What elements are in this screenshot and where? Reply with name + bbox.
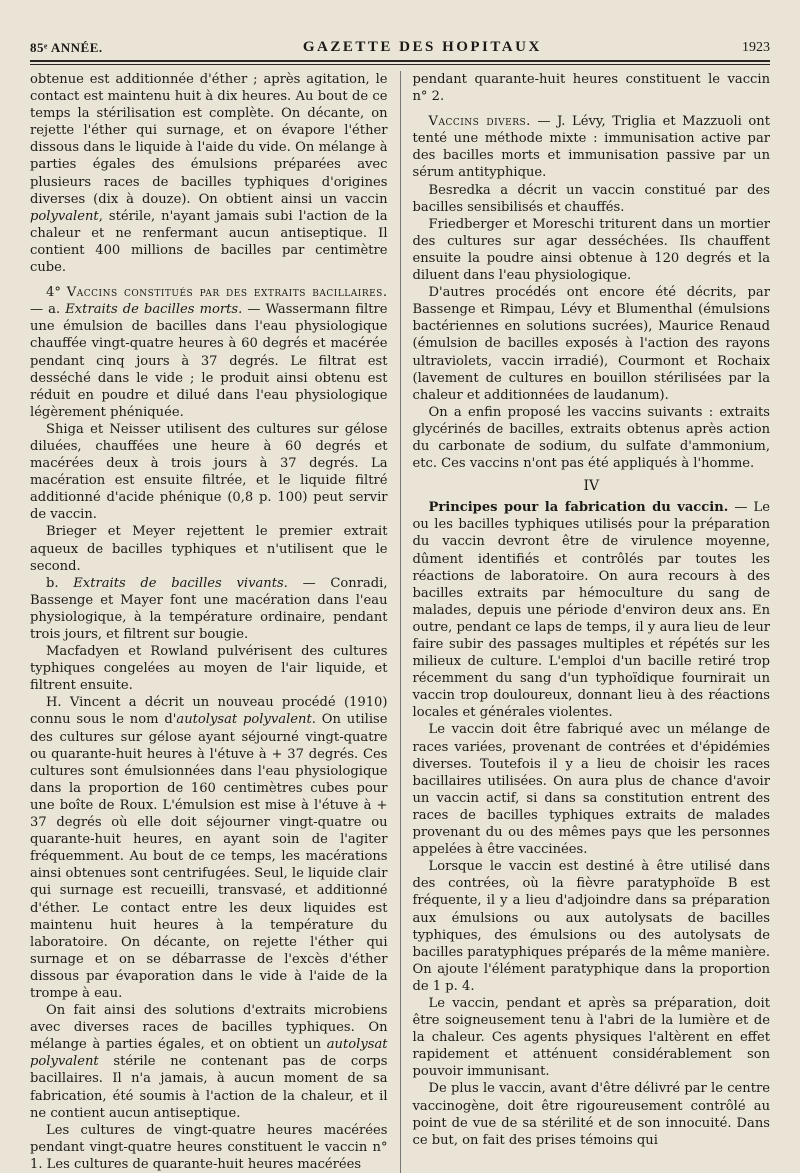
paragraph: On fait ainsi des solutions d'extraits microbiens avec diverses races de bacilles typhiques. On mélange à parties égales, et on obtient un autolysat polyvalent stérile ne contenant pas de corps bacillaires. Il n'a jamais, à aucun moment de sa fabrication, été soumis à l'action de la chaleur, et il ne contient aucun antiseptique.: [30, 1003, 388, 1121]
paragraph: Shiga et Neisser utilisent des cultures sur gélose diluées, chauffées une heure à 60 degrés et macérées deux à trois jours à 37 degrés. La macération est ensuite filtrée, et le liquide filtré additionné d'acide phénique (0,8 p. 100) peut servir de vaccin.: [30, 421, 388, 523]
paragraph: H. Vincent a décrit un nouveau procédé (1910) connu sous le nom d'autolysat polyvalent. On utilise des cultures sur gélose ayant séjourné vingt-quatre ou quarante-huit heures à l'étuve à + 37 degrés. Ces cultures sont émulsionnées dans l'eau physiologique dans la proportion de 160 centimètres cubes pour une boîte de Roux. L'émulsion est mise à l'étuve à + 37 degrés où elle doit séjourner vingt-quatre ou quarante-huit heures, en ayant soin de l'agiter fréquemment. Au bout de ce temps, les macérations ainsi obtenues sont centrifugées. Seul, le liquide clair qui surnage est recueilli, transvasé, et additionné d'éther. Le contact entre les deux liquides est maintenu huit heures à la température du laboratoire. On décante, on rejette l'éther qui surnage et on se débarrasse de l'excès d'éther dissous par évaporation dans le vide à l'aide de la trompe à eau.: [30, 695, 388, 1001]
header-rule-thick: [30, 60, 770, 62]
paragraph: Le vaccin doit être fabriqué avec un mélange de races variées, provenant de contrées et d'épidémies diverses. Toutefois il y a lieu de choisir les races bacillaires utilisées. On aura plus de chance d'avoir un vaccin actif, si dans sa constitution entrent des races de bacilles typhiques extraits de malades provenant du ou des mêmes pays que les personnes appelées à être vaccinées.: [412, 722, 771, 858]
text-columns: [30, 71, 770, 1173]
section-heading: Principes pour la fabrication du vaccin.: [428, 500, 729, 516]
paragraph: Lorsque le vaccin est destiné à être utilisé dans des contrées, où la fièvre paratyphoïde B est fréquente, il y a lieu d'adjoindre dans sa préparation aux émulsions ou aux autolysats de bacilles typhiques, des émulsions ou des autolysats de bacilles paratyphiques préparés de la même manière. On ajoute l'élément paratyphique dans la proportion de 1 p. 4.: [412, 859, 771, 994]
column-divider: [400, 71, 401, 1173]
section-principes: Principes pour la fabrication du vaccin. — Le ou les bacilles typhiques utilisés pour la préparation du vaccin devront être de virulence moyenne, dûment identifiés et contrôlés par toutes les réactions de laboratoire. On aura recours à des bacilles extraits par hémoculture du sang de malades, depuis une période d'environ deux ans. En outre, pendant ce laps de temps, il y aura lieu de leur faire subir des passages multiples et répétés sur les milieux de culture. L'emploi d'un bacille retiré trop récemment du sang d'un typhoïdique fournirait un vaccin trop douloureux, donnant lieu à des réactions locales et générales violentes.: [412, 500, 771, 721]
section-number: IV: [583, 478, 600, 495]
paragraph: Le vaccin, pendant et après sa préparation, doit être soigneusement tenu à l'abri de la lumière et de la chaleur. Ces agents physiques l'altèrent en effet rapidement et atténuent considérablement son pouvoir immunisant.: [412, 995, 771, 1080]
paragraph: D'autres procédés ont encore été décrits, par Bassenge et Rimpau, Lévy et Blumenthal (émulsions bactériennes en solutions sucrées), Maurice Renaud (émulsion de bacilles exposés à l'action des rayons ultraviolets, vaccin irradié), Courmont et Rochaix (lavement de cultures en bouillon stérilisées par la chaleur et additionnées de laudanum).: [412, 285, 771, 403]
page-number: 1923: [742, 40, 770, 55]
paragraph: Les cultures de vingt-quatre heures macérées pendant vingt-quatre heures constituent le vaccin n° 1. Les cultures de quarante-huit heures macérées: [30, 1122, 388, 1172]
right-column: [413, 71, 771, 1173]
left-column: [30, 71, 388, 1173]
paragraph: obtenue est additionnée d'éther ; après agitation, le contact est maintenu huit à dix heures. Au bout de ce temps la stérilisation est complète. On décante, on rejette l'éther qui surnage, et on évapore l'éther dissous dans le liquide à l'aide du vide. On mélange à parties égales des émulsions préparées avec plusieurs races de bacilles typhiques d'origines diverses (dix à douze). On obtient ainsi un vaccin polyvalent, stérile, n'ayant jamais subi l'action de la chaleur et ne renfermant aucun antiseptique. Il contient 400 millions de bacilles par centimètre cube.: [30, 72, 388, 276]
section-vaccins-divers: Vaccins divers. — J. Lévy, Triglia et Mazzuoli ont tenté une méthode mixte : immunisation active par des bacilles morts et immunisation passive par un sérum antityphique.: [412, 114, 771, 181]
subsection-b: b. Extraits de bacilles vivants. — Conradi, Bassenge et Mayer font une macération dans l'eau physiologique, à la température ordinaire, pendant trois jours, et filtrent sur bougie.: [30, 575, 388, 642]
paragraph: On a enfin proposé les vaccins suivants : extraits glycérinés de bacilles, extraits obtenus après action du carbonate de sodium, du sulfate d'ammonium, etc. Ces vaccins n'ont pas été appliqués à l'homme.: [412, 404, 771, 472]
paragraph: Friedberger et Moreschi triturent dans un mortier des cultures sur agar desséchées. Ils chauffent ensuite la poudre ainsi obtenue à 120 degrés et la diluent dans l'eau physiologique.: [412, 216, 771, 284]
subsection-heading: Extraits de bacilles morts.: [65, 302, 243, 318]
volume-year: 85ᵉ ANNÉE.: [30, 40, 103, 55]
paragraph: Brieger et Meyer rejettent le premier extrait aqueux de bacilles typhiques et n'utilisent que le second.: [30, 524, 388, 574]
journal-title: GAZETTE DES HOPITAUX: [302, 39, 542, 55]
section-heading: Vaccins constitués par des extraits bacillaires.: [66, 285, 388, 301]
paragraph: Macfadyen et Rowland pulvérisent des cultures typhiques congelées au moyen de l'air liquide, et filtrent ensuite.: [30, 644, 388, 694]
running-header: [30, 30, 770, 56]
paragraph: Besredka a décrit un vaccin constitué par des bacilles sensibilisés et chauffés.: [412, 182, 771, 215]
paragraph: De plus le vaccin, avant d'être délivré par le centre vaccinogène, doit être rigoureusement contrôlé au point de vue de sa stérilité et de son innocuité. Dans ce but, on fait des prises témoins qui: [412, 1081, 771, 1148]
section-4: 4° Vaccins constitués par des extraits bacillaires. — a. Extraits de bacilles morts. — Wassermann filtre une émulsion de bacilles dans l'eau physiologique chauffée vingt-quatre heures à 60 degrés et macérée pendant cinq jours à 37 degrés. Le filtrat est desséché dans le vide ; le produit ainsi obtenu est réduit en poudre et dilué dans l'eau physiologique légèrement phéniquée.: [30, 285, 388, 420]
subsection-heading: Extraits de bacilles vivants.: [73, 575, 288, 591]
section-heading: Vaccins divers.: [428, 114, 531, 130]
paragraph: pendant quarante-huit heures constituent le vaccin n° 2.: [412, 72, 771, 105]
header-rule-thin: [30, 64, 770, 65]
